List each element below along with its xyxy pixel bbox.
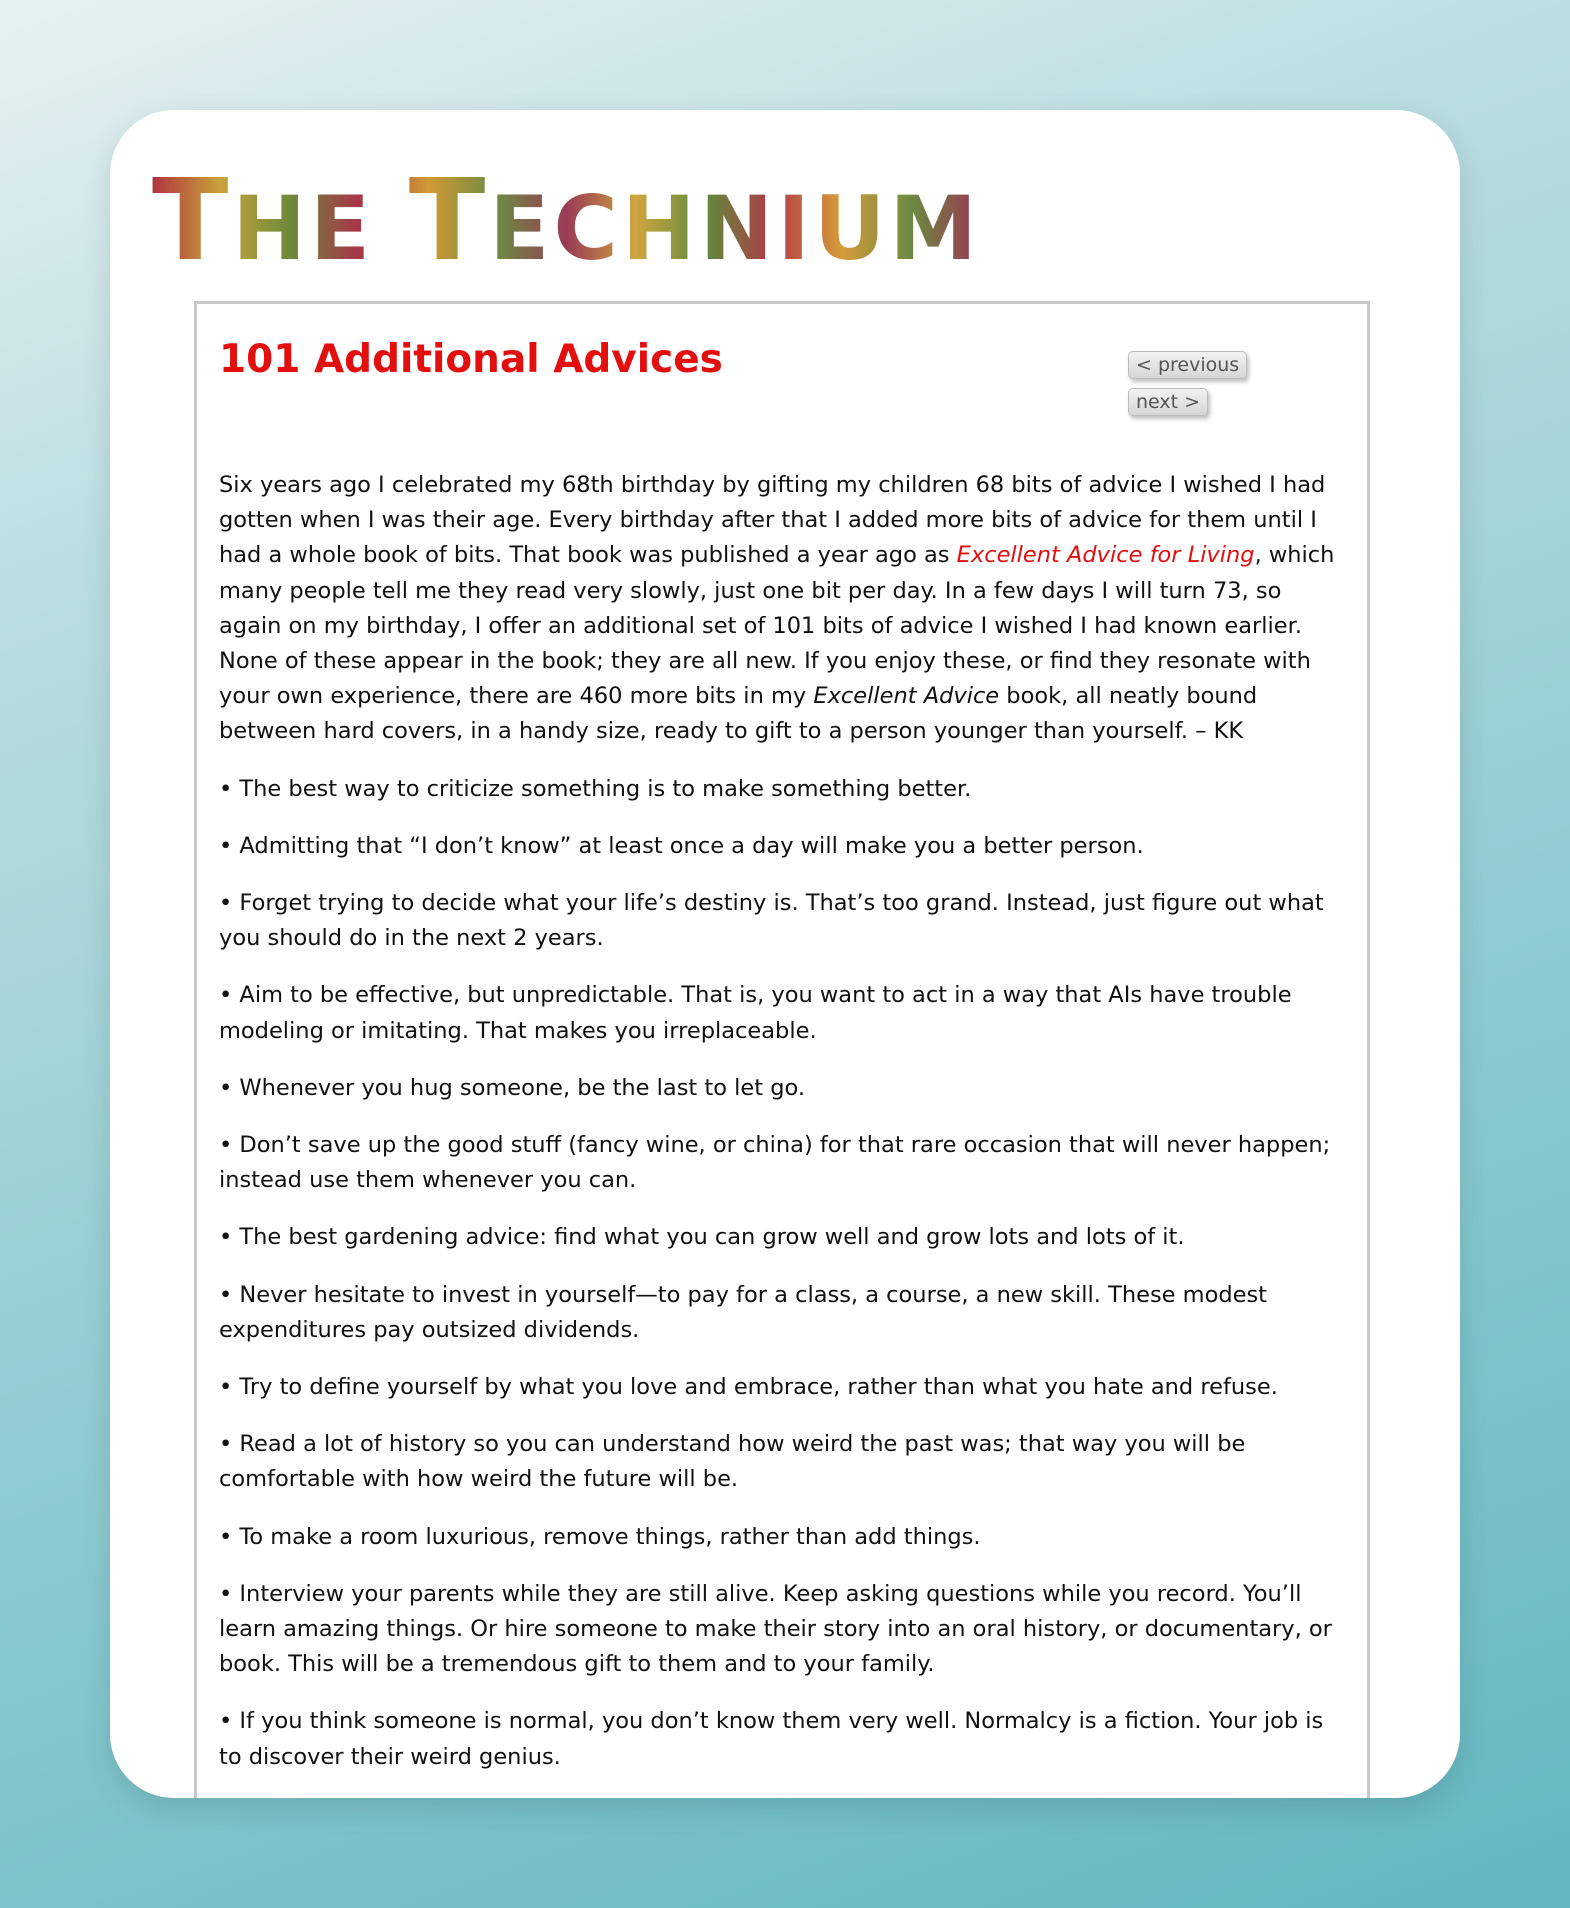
advice-item: • Interview your parents while they are still alive. Keep asking questions while you record. You’ll learn amazing things. Or hire someone to make their story into an oral history, or documentary, or book. This will be a tremendous gift to them and to your family.	[219, 1580, 1332, 1678]
logo-letter-t2: T	[408, 156, 490, 286]
advice-item: • Read a lot of history so you can understand how weird the past was; that way you will be comfortable with how weird the future will be.	[219, 1431, 1246, 1493]
advice-item: • Whenever you hug someone, be the last to let go.	[219, 1074, 806, 1101]
next-button[interactable]: next >	[1128, 388, 1208, 416]
article-body	[219, 468, 1349, 1797]
advice-item: • To make a room luxurious, remove things, rather than add things.	[219, 1523, 981, 1550]
advice-item: • Try to define yourself by what you love and embrace, rather than what you hate and refuse.	[219, 1374, 1278, 1401]
advice-item: • Aim to be effective, but unpredictable. That is, you want to act in a way that AIs have trouble modeling or imitating. That makes you irreplaceable.	[219, 982, 1292, 1044]
advice-item: • If you think someone is normal, you don’t know them very well. Normalcy is a fiction. Your job is to discover their weird genius.	[219, 1708, 1324, 1770]
intro-text-2: , which many people tell me they read very slowly, just one bit per day. In a few days I will turn 73, so again on my birthday, I offer an additional set of 101 bits of advice I wished I had known earlier. None of these appear in the book; they are all new. If you enjoy these, or find they resonate with your own experience, there are 460 more bits in my	[219, 542, 1335, 710]
intro-paragraph	[219, 468, 1349, 750]
book-title-italic: Excellent Advice	[813, 683, 1000, 710]
post-title: 101 Additional Advices	[219, 337, 723, 382]
previous-button[interactable]: < previous	[1128, 351, 1247, 379]
advice-item: • Never hesitate to invest in yourself—to pay for a class, a course, a new skill. These modest expenditures pay outsized dividends.	[219, 1281, 1268, 1343]
intro-text-1: Six years ago I celebrated my 68th birthday by gifting my children 68 bits of advice I wished I had gotten when I was their age. Every birthday after that I added more bits of advice for them until I had a whole book of bits. That book was published a year ago as	[219, 472, 1326, 569]
content-box	[194, 301, 1370, 1798]
advice-item: • The best gardening advice: find what you can grow well and grow lots and lots of it.	[219, 1224, 1185, 1251]
book-link[interactable]: Excellent Advice for Living	[956, 542, 1255, 569]
intro-text-3: book, all neatly bound between hard covers, in a handy size, ready to gift to a person younger than yourself. – KK	[219, 683, 1258, 745]
logo-text-echnium: ECHNIUM	[489, 177, 981, 280]
advice-item: • Don’t save up the good stuff (fancy wine, or china) for that rare occasion that will never happen; instead use them whenever you can.	[219, 1132, 1331, 1194]
logo-text-he: HE	[232, 177, 409, 280]
site-logo[interactable]	[152, 156, 1302, 286]
page-card	[110, 110, 1460, 1798]
advice-item: • Admitting that “I don’t know” at least once a day will make you a better person.	[219, 832, 1144, 859]
logo-letter-t: T	[152, 156, 233, 286]
advice-item: • The best way to criticize something is to make something better.	[219, 775, 972, 802]
advice-item: • Forget trying to decide what your life’s destiny is. That’s too grand. Instead, just figure out what you should do in the next 2 years.	[219, 890, 1324, 952]
